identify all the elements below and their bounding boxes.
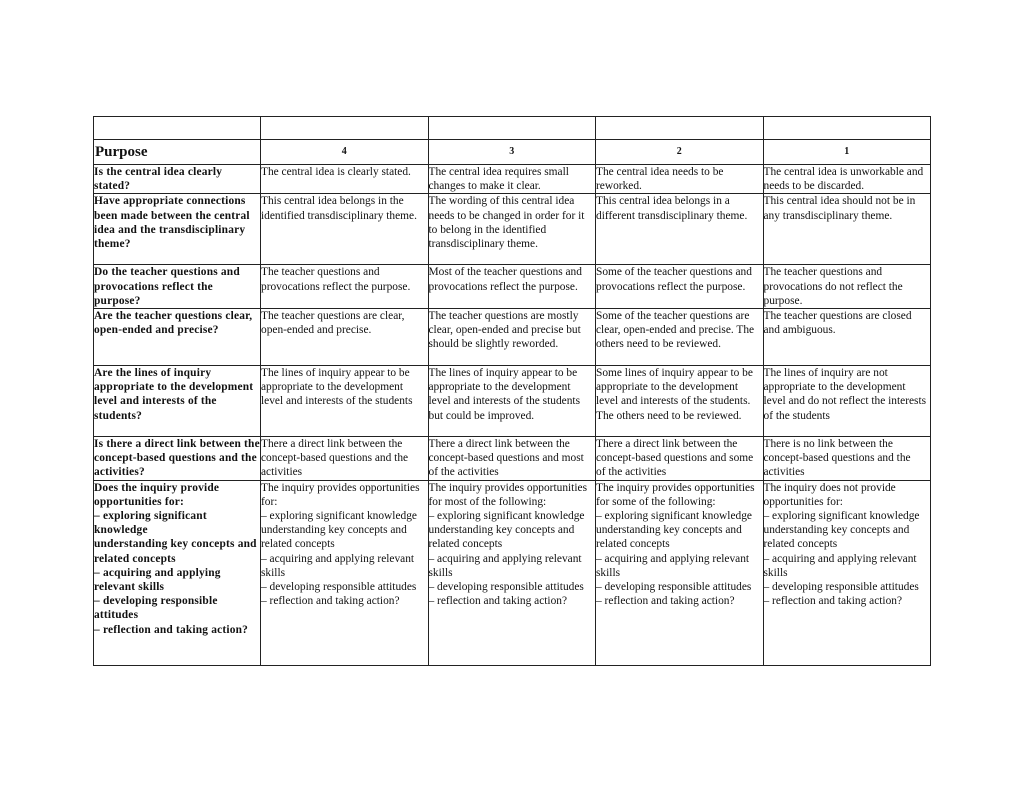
descriptor-cell: There a direct link between the concept-based questions and some of the activities: [596, 437, 764, 481]
blank-cell: [261, 117, 429, 140]
descriptor-cell: The teacher questions and provocations do not reflect the purpose.: [763, 265, 931, 309]
criterion-question: Are the teacher questions clear, open-ended and precise?: [94, 309, 261, 366]
score-3-heading: 3: [428, 140, 596, 165]
descriptor-cell: The inquiry provides opportunities for: – exploring significant knowledge understanding key concepts and related concepts – acquiring and applying relevant skills – developing responsible attitudes – reflection and taking action?: [261, 480, 429, 665]
blank-cell: [428, 117, 596, 140]
blank-cell: [94, 117, 261, 140]
descriptor-cell: The teacher questions and provocations reflect the purpose.: [261, 265, 429, 309]
descriptor-cell: The inquiry does not provide opportunities for: – exploring significant knowledge understanding key concepts and related concepts – acquiring and applying relevant skills – developing responsible attitudes – reflection and taking action?: [763, 480, 931, 665]
descriptor-cell: The teacher questions are clear, open-ended and precise.: [261, 309, 429, 366]
blank-cell: [763, 117, 931, 140]
descriptor-cell: The inquiry provides opportunities for most of the following: – exploring significant knowledge understanding key concepts and related concepts – acquiring and applying relevant skills – developing responsible attitudes – reflection and taking action?: [428, 480, 596, 665]
score-1-heading: 1: [763, 140, 931, 165]
descriptor-cell: There is no link between the concept-based questions and the activities: [763, 437, 931, 481]
criterion-question: Are the lines of inquiry appropriate to the development level and interests of the students?: [94, 366, 261, 437]
descriptor-cell: The inquiry provides opportunities for some of the following: – exploring significant knowledge understanding key concepts and related concepts – acquiring and applying relevant skills – developing responsible attitudes – reflection and taking action?: [596, 480, 764, 665]
header-row: [94, 140, 931, 165]
score-2-heading: 2: [596, 140, 764, 165]
descriptor-cell: There a direct link between the concept-based questions and the activities: [261, 437, 429, 481]
descriptor-cell: The wording of this central idea needs to be changed in order for it to belong in the identified transdisciplinary theme.: [428, 194, 596, 265]
table-row: [94, 265, 931, 309]
descriptor-cell: Some of the teacher questions and provocations reflect the purpose.: [596, 265, 764, 309]
table-row: [94, 194, 931, 265]
criterion-question: Is there a direct link between the concept-based questions and the activities?: [94, 438, 260, 479]
table-row: [94, 480, 931, 665]
table-row: [94, 366, 931, 437]
table-row: [94, 309, 931, 366]
purpose-heading: Purpose: [94, 140, 261, 165]
descriptor-cell: The lines of inquiry appear to be appropriate to the development level and interests of the students but could be improved.: [428, 366, 596, 437]
descriptor-cell: The teacher questions are mostly clear, open-ended and precise but should be slightly reworded.: [428, 309, 596, 366]
criterion-question: Is the central idea clearly stated?: [94, 165, 261, 194]
descriptor-cell: Some of the teacher questions are clear, open-ended and precise. The others need to be reviewed.: [596, 309, 764, 366]
descriptor-cell: This central idea belongs in the identified transdisciplinary theme.: [261, 194, 429, 265]
descriptor-cell: The lines of inquiry appear to be appropriate to the development level and interests of the students: [261, 366, 429, 437]
criterion-question: Does the inquiry provide opportunities for: – exploring significant knowledge understanding key concepts and related concepts – acquiring and applying relevant skills – developing responsible attitudes – reflection and taking action?: [94, 480, 261, 665]
criterion-question: Do the teacher questions and provocations reflect the purpose?: [94, 265, 261, 309]
descriptor-cell: This central idea should not be in any transdisciplinary theme.: [763, 194, 931, 265]
criterion-question: Have appropriate connections been made between the central idea and the transdisciplinary theme?: [94, 194, 261, 265]
descriptor-cell: There a direct link between the concept-based questions and most of the activities: [428, 437, 596, 481]
rubric-table: [93, 116, 931, 666]
table-row: [94, 437, 931, 481]
descriptor-cell: The central idea is clearly stated.: [261, 165, 429, 194]
descriptor-cell: This central idea belongs in a different transdisciplinary theme.: [596, 194, 764, 265]
score-4-heading: 4: [261, 140, 429, 165]
blank-row: [94, 117, 931, 140]
descriptor-cell: The central idea requires small changes to make it clear.: [428, 165, 596, 194]
table-row: [94, 165, 931, 194]
descriptor-cell: The central idea needs to be reworked.: [596, 165, 764, 194]
descriptor-cell: Some lines of inquiry appear to be appropriate to the development level and interests of the students. The others need to be reviewed.: [596, 366, 764, 437]
descriptor-cell: Most of the teacher questions and provocations reflect the purpose.: [428, 265, 596, 309]
descriptor-cell: The central idea is unworkable and needs to be discarded.: [763, 165, 931, 194]
descriptor-cell: The teacher questions are closed and ambiguous.: [763, 309, 931, 366]
descriptor-cell: The lines of inquiry are not appropriate to the development level and do not reflect the interests of the students: [763, 366, 931, 437]
blank-cell: [596, 117, 764, 140]
